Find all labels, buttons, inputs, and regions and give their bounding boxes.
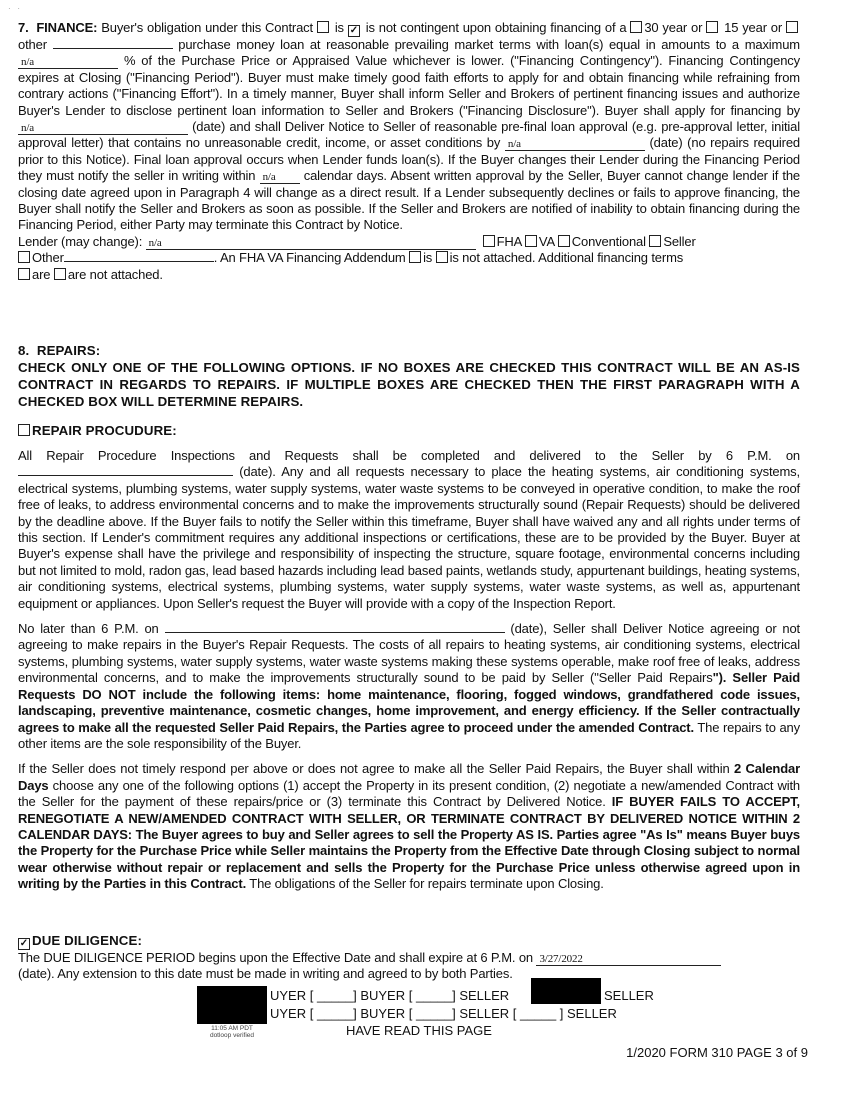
initials-row-2: UYER [ _____] BUYER [ _____] SELLER [ _____ ] SELLER [270, 1006, 617, 1021]
text: 2 Calendar Days [18, 761, 800, 793]
other-lender-field[interactable] [64, 261, 214, 262]
text: The obligations of the Seller for repairs terminate upon Closing. [246, 876, 604, 892]
text: (date). Any extension to this date must be made in writing and agreed to by both Parties. [18, 966, 513, 982]
section-financing [18, 20, 800, 283]
text: Other [32, 250, 64, 266]
addendum-is-not-checkbox[interactable] [436, 251, 448, 263]
initials-row-1-seller: SELLER [604, 988, 654, 1003]
preapproval-date-field[interactable]: n/a [505, 138, 645, 151]
text: purchase money loan at reasonable prevailing market terms with loan(s) equal in amounts to a maximum [172, 37, 800, 52]
other-lender-checkbox[interactable] [18, 251, 30, 263]
text: Buyer's obligation under this Contract [97, 20, 317, 35]
text: dotloop verified [209, 1032, 255, 1039]
due-diligence-date-field[interactable]: 3/27/2022 [536, 953, 721, 966]
text: The repairs to any other items are the sole responsibility of the Buyer. [18, 719, 800, 751]
terms-are-checkbox[interactable] [18, 268, 30, 280]
text: (date) and shall Deliver Notice to Seller of reasonable pre-final loan approval (e.g. pre-approval letter, initial approval letter) that contains no unreasonable credit, income, or asset conditions by [18, 119, 800, 151]
text: choose any one of the following options (1) accept the Property in its present condition, (2) negotiate a new/amended Contract with the Seller for the payment of these repairs/price or (3) terminate this Contract by Delivered Notice. [18, 777, 800, 810]
repair-request-date-field[interactable] [18, 475, 233, 476]
text: IF BUYER FAILS TO ACCEPT, RENEGOTIATE A NEW/AMENDED CONTRACT WITH SELLER, OR TERMINATE CONTRACT BY DELIVERED NOTICE WITHIN 2 CALENDAR DAYS: The Buyer agrees to buy and Seller agrees to sell the Property AS IS. Parties agree "As Is" means Buyer buys the Property for the Purchase Price while Seller maintains the Property from the Effective Date through Closing subject to normal wear otherwise without repair or replacement and sells the Property for the Purchase Price unless otherwise agreed upon in writing by the Parties in this Contract. [18, 794, 800, 892]
page-footer: 1/2020 FORM 310 PAGE 3 of 9 [626, 1045, 808, 1060]
text: If the Seller does not timely respond per above or does not agree to make all the Seller Paid Repairs, the Buyer shall within [18, 761, 735, 777]
section-number: 8. [18, 343, 30, 358]
text: 30 year or [644, 20, 707, 35]
section-title: FINANCE: [36, 20, 98, 35]
text: (date) (no repairs required prior to this Notice). Final loan approval occurs when Lender funds loan(s). If the Buyer changes their Lender during the Financing Period they must notify the seller in writing within [18, 135, 800, 184]
due-diligence-checkbox[interactable] [18, 938, 30, 950]
have-read-label: HAVE READ THIS PAGE [346, 1023, 492, 1038]
repair-procedure-title: REPAIR PROCUDURE: [32, 423, 177, 438]
section-title: REPAIRS: [36, 343, 101, 358]
repair-procedure-checkbox[interactable] [18, 424, 30, 436]
text: Seller [663, 233, 696, 249]
30-year-checkbox[interactable] [630, 21, 642, 33]
other-term-checkbox[interactable] [786, 21, 798, 33]
va-checkbox[interactable] [525, 235, 537, 247]
text: 11:05 AM PDT [211, 1025, 253, 1032]
seller-financing-checkbox[interactable] [649, 235, 661, 247]
fha-checkbox[interactable] [483, 235, 495, 247]
text: is not attached. Additional financing terms [449, 250, 684, 266]
due-diligence-title: DUE DILIGENCE: [32, 933, 142, 948]
text: FHA [496, 233, 522, 249]
text: 15 year or [720, 20, 786, 35]
is-checkbox[interactable] [317, 21, 329, 33]
text: (date), Seller shall Deliver Notice agreeing or not agreeing to make repairs in the Buyer's Repair Requests. The costs of all repairs to heating systems, air conditioning systems, electrical systems, plumbing systems, water supply systems, water waste systems making these systems operable, make roof free of leaks, address environmental concerns, and to make the improvements structurally sound to be paid by Seller ("Seller Paid Repairs [18, 621, 800, 686]
conventional-checkbox[interactable] [558, 235, 570, 247]
15-year-checkbox[interactable] [706, 21, 718, 33]
is-not-checkbox[interactable] [348, 25, 360, 37]
redacted-initials [531, 978, 601, 1004]
lender-label: Lender (may change): [18, 233, 146, 249]
text: is [330, 20, 348, 35]
text: "). Seller Paid Requests DO NOT include the following items: home maintenance, flooring, fogged windows, grandfathered code issues, landscaping, preventive maintenance, cosmetic changes, home improvement, and energy efficiency. If the Seller contractually agrees to make all the requested Seller Paid Repairs, the Parties agree to proceed under the amended Contract. [18, 670, 800, 735]
text: All Repair Procedure Inspections and Requests shall be completed and delivered to the Seller by 6 P.M. on [18, 448, 800, 463]
seller-response-date-field[interactable] [165, 632, 505, 633]
section-due-diligence [18, 932, 800, 983]
scan-marks: · · [8, 4, 20, 13]
terms-are-not-checkbox[interactable] [54, 268, 66, 280]
section-number: 7. [18, 20, 29, 35]
text: % of the Purchase Price or Appraised Value whichever is lower. ("Financing Contingency"). Financing Contingency expires at Closing ("Financing Period"). Buyer must make timely good faith efforts to apply for and obtain financing while refraining from contrary actions ("Financing Effort"). In a timely manner, Buyer shall inform Seller and Brokers of pertinent financing issues and authorize Buyer's Lender to disclose pertinent loan information to Seller and Brokers ("Financing Disclosure"). Buyer shall apply for financing by [18, 53, 800, 118]
text: calendar days. Absent written approval by the Seller, Buyer cannot change lender if the closing date agreed upon in Paragraph 4 will change as a direct result. If a Lender subsequently declines or fails to approve financing, the Buyer shall notify the Seller and Brokers as soon as possible. If the Seller and Brokers are notified of inability to obtain financing during the Financing Period, either Party may terminate this Contract by Notice. [18, 168, 801, 233]
notify-days-field[interactable]: n/a [260, 171, 300, 184]
text: Conventional [571, 233, 646, 249]
apply-by-date-field[interactable]: n/a [18, 122, 188, 135]
addendum-is-checkbox[interactable] [409, 251, 421, 263]
redacted-initials [197, 986, 267, 1024]
lender-field[interactable]: n/a [146, 237, 476, 250]
text: other [18, 37, 47, 52]
text: are not attached. [67, 266, 163, 282]
text: VA [538, 233, 555, 249]
text: is [423, 250, 436, 266]
initials-row-1: UYER [ _____] BUYER [ _____] SELLER [270, 988, 510, 1003]
repairs-instructions: CHECK ONLY ONE OF THE FOLLOWING OPTIONS. IF NO BOXES ARE CHECKED THIS CONTRACT WILL BE AN AS-IS CONTRACT IN REGARDS TO REPAIRS. IF MULTIPLE BOXES ARE CHECKED THEN THE FIRST PARAGRAPH WITH A CHECKED BOX WILL DETERMINE REPAIRS. [18, 360, 800, 409]
section-repairs [18, 342, 800, 893]
text: No later than 6 P.M. on [18, 621, 165, 637]
text: is not contingent upon obtaining financing of a [361, 20, 631, 35]
text: . An FHA VA Financing Addendum [213, 250, 410, 266]
other-term-field[interactable] [53, 48, 173, 49]
text: are [32, 266, 54, 282]
text: (date). Any and all requests necessary to place the heating systems, air conditioning systems, electrical systems, plumbing systems, water supply systems, water waste systems to be conveyed in operative condition, to make the roof free of leaks, to address environmental concerns and to make the improvements structurally sound (Repair Requests) should be delivered by the deadline above. If the Buyer fails to notify the Seller within this timeframe, Buyer shall have waived any and all rights under terms of this section. If Lender's commitment requires any additional inspections or certifications, these are to be provided by the Buyer. Buyer at Buyer's expense shall have the privilege and responsibility of inspecting the structure, square footage, environmental concerns including but not limited to mold, radon gas, lead based hazards including lead based paints, wetlands study, appurtenant buildings, heating systems, air conditioning systems, electrical systems, plumbing systems, water supply systems, water waste systems, as well as, appurtenant equipment or appliances. Upon Seller's request the Buyer will provide with a copy of the Inspection Report. [18, 464, 800, 611]
dotloop-stamp [200, 1025, 264, 1039]
max-percent-field[interactable]: n/a [18, 56, 118, 69]
text: The DUE DILIGENCE PERIOD begins upon the Effective Date and shall expire at 6 P.M. on [18, 950, 537, 965]
